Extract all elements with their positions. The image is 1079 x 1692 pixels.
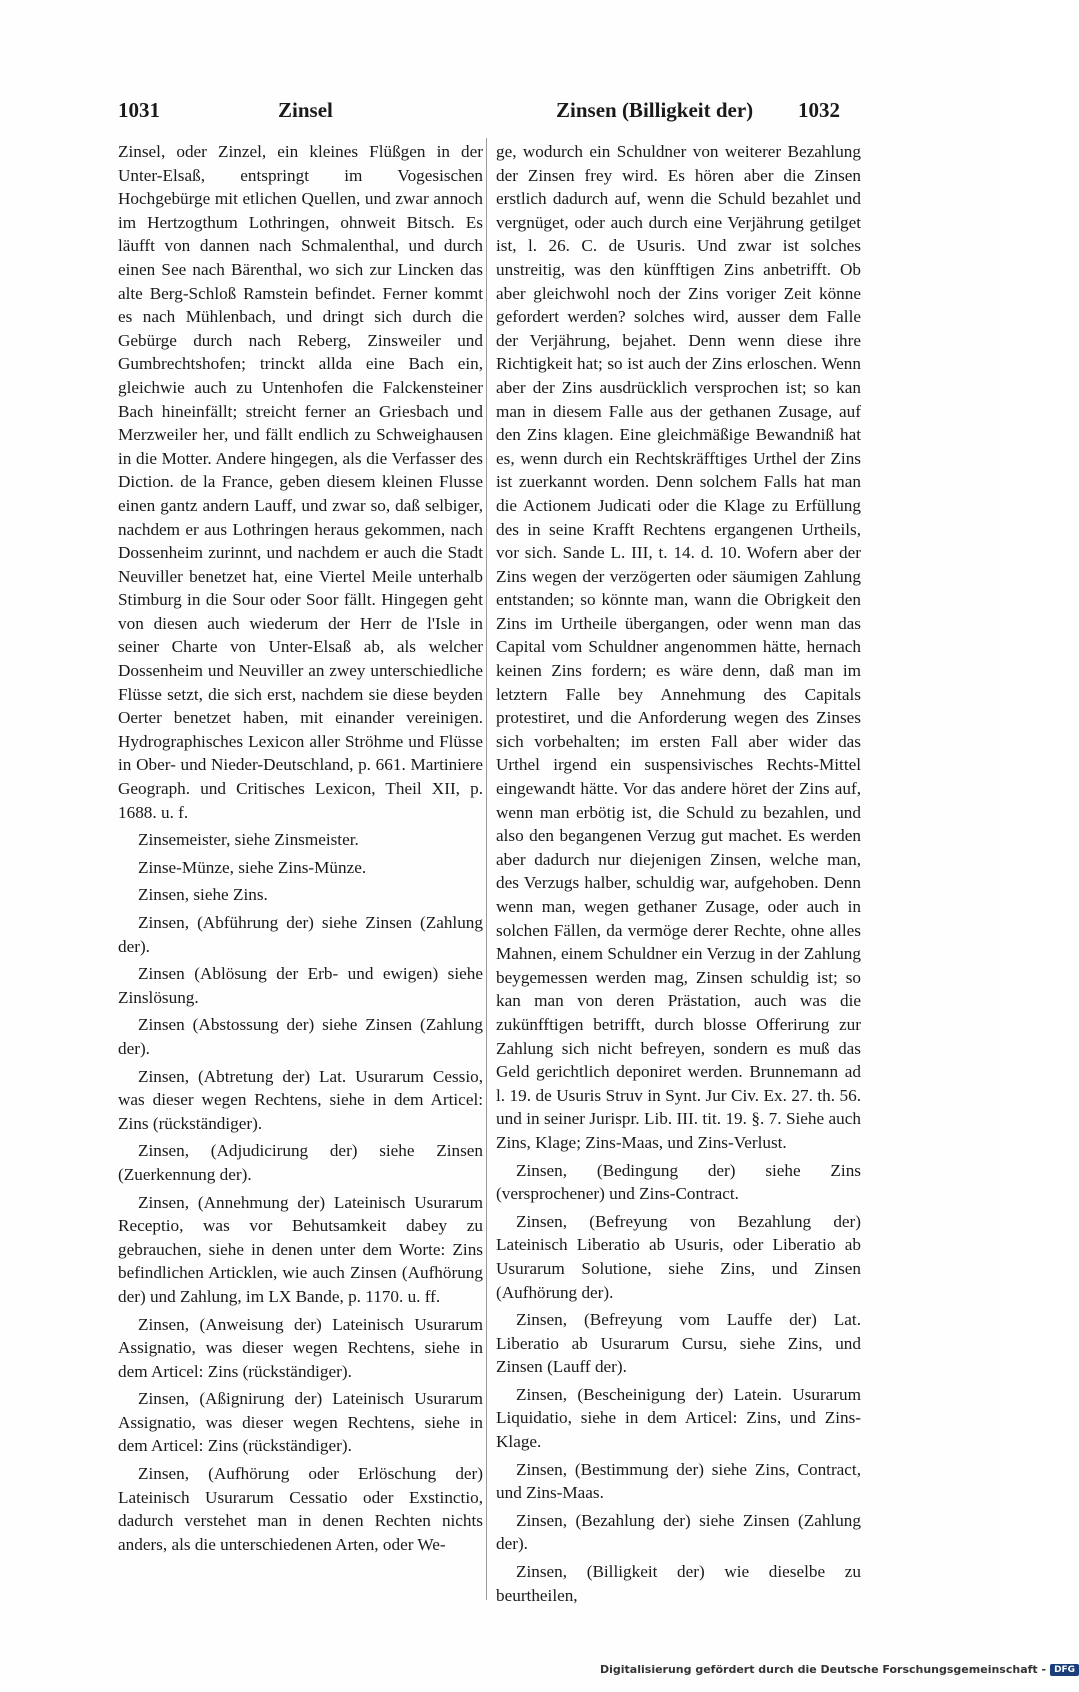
page-number-left: 1031: [118, 98, 160, 122]
right-column-entry: ge, wodurch ein Schuldner von weiterer Bezahlung der Zinsen frey wird. Es hören aber die Zinsen erstlich dadurch auf, wenn die Schuld bezahlet und vergnüget, oder auch durch eine Verjährung getilget ist, l. 26. C. de Usuris. Und zwar ist solches unstreitig, was den künfftigen Zins anbetrifft. Ob aber gleichwohl noch der Zins voriger Zeit könne gefordert werden? solches wird, ausser dem Falle der Verjährung, bejahet. Denn wenn diese ihre Richtigkeit hat; so ist auch der Zins erloschen. Wenn aber der Zins ausdrücklich versprochen ist; so kan man in diesem Falle aus der gethanen Zusage, auf den Zins klagen. Eine gleichmäßige Bewandniß hat es, wenn durch ein Rechtskräfftiges Urthel der Zins ist zuerkannt worden. Denn solchem Falls hat man die Actionem Judicati oder die Klage zu Erfüllung des in seine Krafft Rechtens ergangenen Urtheils, vor sich. Sande L. III, t. 14. d. 10. Wofern aber der Zins wegen der verzögerten oder säumigen Zahlung entstanden; so könnte man, wann die Obrigkeit den Zins im Urtheile übergangen, oder wenn man das Capital vom Schuldner angenommen hätte, hernach keinen Zins fordern; es wäre denn, daß man im letztern Falle bey Annehmung des Capitals protestiret, und die Anforderung wegen des Zinses sich vorbehalten; im ersten Fall aber wider das Urthel irgend ein suspensivisches Rechts-Mittel eingewandt hätte. Vor das andere höret der Zins auf, wenn man erbötig ist, die Schuld zu bezahlen, und also den begangenen Verzug gut machet. Es werden aber dadurch nur diejenigen Zinsen, welche man, des Verzugs halber, schuldig war, aufgehoben. Denn wenn man, wegen gethaner Zusage, oder auch in solchen Fällen, da vermöge derer Rechte, ohne alles Mahnen, einem Schuldner ein Verzug in der Zahlung beygemessen werden mag, Zinsen schuldig ist; so kan man von deren Prästation, auch was die zukünfftigen betrifft, durch blosse Offerirung zur Zahlung sich nicht befreyen, sondern es muß das Geld gerichtlich deponiret werden. Brunnemann ad l. 19. de Usuris Struv in Synt. Jur Civ. Ex. 27. th. 56. und in seiner Jurispr. Lib. III. tit. 19. §. 7. Siehe auch Zins, Klage; Zins-Maas, und Zins-Verlust.: [496, 142, 861, 1152]
left-column-entry: Zinsen, (Annehmung der) Lateinisch Usurarum Receptio, was vor Behutsamkeit dabey zu gebrauchen, siehe in denen unter dem Worte: Zins befindlichen Articklen, wie auch Zinsen (Aufhörung der) und Zahlung, im LX Bande, p. 1170. u. ff.: [118, 1192, 483, 1306]
left-column-entry: Zinsen (Abstossung der) siehe Zinsen (Zahlung der).: [118, 1015, 483, 1058]
page-number-right: 1032: [798, 98, 840, 122]
left-column: [118, 140, 483, 1595]
right-column-entry: Zinsen, (Bedingung der) siehe Zins (versprochener) und Zins-Contract.: [496, 1160, 861, 1204]
left-column-entry: Zinsen, (Abführung der) siehe Zinsen (Zahlung der).: [118, 913, 483, 956]
dfg-logo: DFG: [1050, 1664, 1079, 1676]
right-column-entry: Zinsen, (Billigkeit der) wie dieselbe zu beurtheilen,: [496, 1562, 861, 1605]
headword-right: Zinsen (Billigkeit der): [556, 98, 754, 122]
left-column-entry: Zinsen, (Aufhörung oder Erlöschung der) Lateinisch Usurarum Cessatio oder Exstinctio, dadurch verstehet man in denen Rechten nichts anders, als die unterschiedenen Arten, oder We-: [118, 1464, 483, 1554]
left-column-entry: Zinsen (Ablösung der Erb- und ewigen) siehe Zinslösung.: [118, 964, 483, 1007]
left-column-entry: Zinsen, (Aßignirung der) Lateinisch Usurarum Assignatio, was dieser wegen Rechtens, siehe in dem Articel: Zins (rückständiger).: [118, 1389, 483, 1456]
running-header: [118, 98, 860, 132]
right-column-entry: Zinsen, (Bescheinigung der) Latein. Usurarum Liquidatio, siehe in dem Articel: Zins, und Zins-Klage.: [496, 1384, 861, 1452]
left-column-entry: Zinsen, (Abtretung der) Lat. Usurarum Cessio, was dieser wegen Rechtens, siehe in dem Articel: Zins (rückständiger).: [118, 1066, 483, 1133]
left-column-entry: Zinse-Münze, siehe Zins-Münze.: [138, 857, 367, 877]
right-column-entry: Zinsen, (Befreyung vom Lauffe der) Lat. Liberatio ab Usurarum Cursu, siehe Zins, und Zinsen (Lauff der).: [496, 1310, 861, 1377]
headword-left: Zinsel: [278, 98, 333, 122]
credit-text: Digitalisierung gefördert durch die Deutsche Forschungsgemeinschaft -: [600, 1663, 1047, 1676]
left-column-entry: Zinsen, (Adjudicirung der) siehe Zinsen (Zuerkennung der).: [118, 1141, 483, 1184]
right-column-entry: Zinsen, (Bestimmung der) siehe Zins, Contract, und Zins-Maas.: [496, 1459, 861, 1503]
left-column-entry: Zinsemeister, siehe Zinsmeister.: [138, 830, 359, 850]
right-column: [496, 140, 861, 1605]
column-divider: [486, 138, 487, 1600]
left-column-entry: Zinsel, oder Zinzel, ein kleines Flüßgen in der Unter-Elsaß, entspringt im Vogesischen Hochgebürge mit etlichen Quellen, und zwar annoch im Hertzogthum Lothringen, ohnweit Bitsch. Es läufft von dannen nach Schmalenthal, und durch einen See nach Bärenthal, wo sich zur Lincken das alte Berg-Schloß Ramstein befindet. Ferner kommt es nach Mühlenbach, und dringt sich durch die Gebürge durch nach Reberg, Zinsweiler und Gumbrechtshofen; trinckt allda eine Bach ein, gleichwie auch zu Untenhofen die Falckensteiner Bach hineinfällt; streicht ferner an Griesbach und Merzweiler her, und fällt endlich zu Schweighausen in die Motter. Andere hingegen, als die Verfasser des Diction. de la France, geben diesem kleinen Flusse einen gantz andern Lauff, und zwar so, daß selbiger, nachdem er aus Lothringen heraus gekommen, nach Dossenheim zurinnt, und nachdem er auch die Stadt Neuviller benetzet hat, eine Viertel Meile unterhalb Stimburg in die Sour oder Soor fällt. Hingegen geht von diesen auch wiederum der Herr de l'Isle in seiner Charte von Unter-Elsaß ab, als welcher Dossenheim und Neuviller an zwey unterschiedliche Flüsse setzt, die sich erst, nachdem sie diese beyden Oerter benetzet haben, mit einander vereinigen. Hydrographisches Lexicon aller Ströhme und Flüsse in Ober- und Nieder-Deutschland, p. 661. Martiniere Geograph. und Critisches Lexicon, Theil XII, p. 1688. u. f.: [118, 142, 483, 822]
left-column-entry: Zinsen, (Anweisung der) Lateinisch Usurarum Assignatio, was dieser wegen Rechtens, siehe in dem Articel: Zins (rückständiger).: [118, 1314, 483, 1381]
right-column-entry: Zinsen, (Bezahlung der) siehe Zinsen (Zahlung der).: [496, 1510, 861, 1554]
left-column-entry: Zinsen, siehe Zins.: [138, 885, 268, 905]
right-column-entry: Zinsen, (Befreyung von Bezahlung der) Lateinisch Liberatio ab Usuris, oder Liberatio ab Usurarum Solutione, siehe Zins, und Zinsen (Aufhörung der).: [496, 1211, 861, 1302]
digitization-credit: [600, 1663, 1076, 1683]
